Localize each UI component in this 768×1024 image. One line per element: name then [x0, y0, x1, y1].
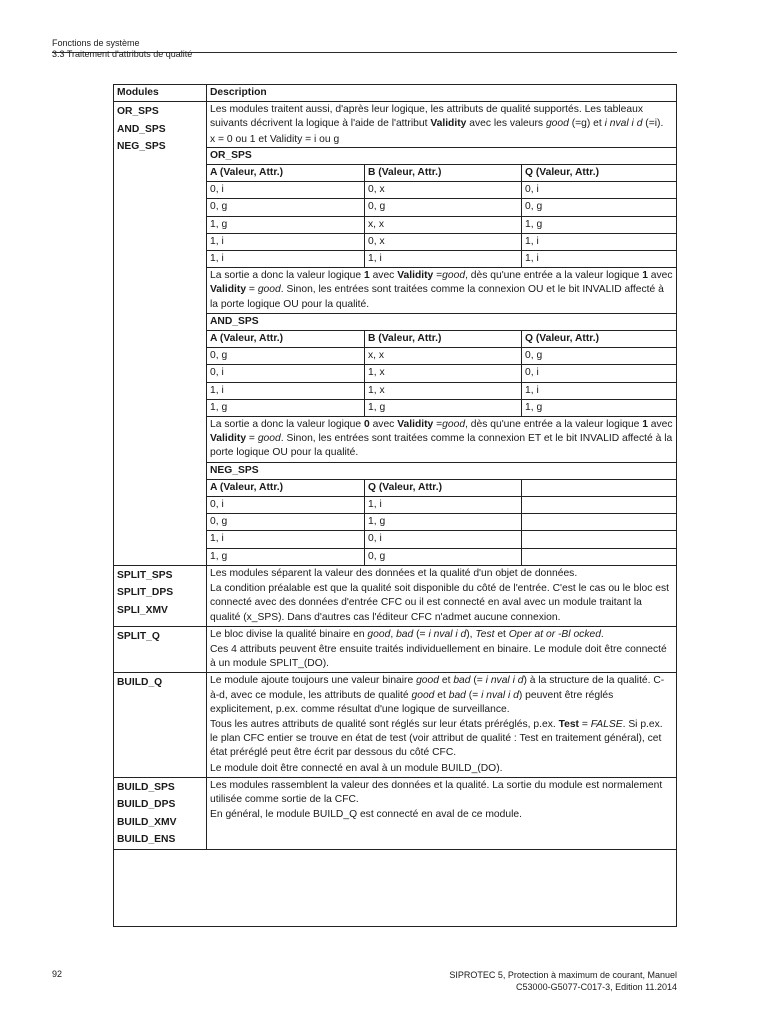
description-paragraph: Tous les autres attributs de qualité sont réglés sur leur états préréglés, p.ex. Test = FALSE. Si p.ex. le plan CFC entier se trouve en état de test (voir attribut de qualité : Test en traitement général), cet état préréglé peut être écrit par dessous du côté CFC.	[210, 718, 663, 759]
module-names	[114, 777, 207, 850]
description-paragraph: Le bloc divise la qualité binaire en good, bad (= i nval i d), Test et Oper at or -Bl ocked.	[210, 628, 604, 640]
table-row: 1, g 1, g 1, g	[207, 399, 676, 416]
table-row-split-q	[114, 626, 677, 673]
intro-definition: x = 0 ou 1 et Validity = i ou g	[210, 133, 340, 145]
table-row: 1, g 0, g	[207, 548, 676, 565]
description-paragraph: Les modules rassemblent la valeur des données et la qualité. La sortie du module est normalement utilisée comme sortie de la CFC.	[210, 779, 663, 805]
module-names	[114, 626, 207, 673]
and-sps-truth-table	[207, 313, 676, 462]
table-row: 0, g x, x 0, g	[207, 348, 676, 365]
table-row: 1, g x, x 1, g	[207, 216, 676, 233]
table-row: 1, i 1, i 1, i	[207, 251, 676, 268]
table-row: 1, i 1, x 1, i	[207, 382, 676, 399]
col-header-a: A (Valeur, Attr.)	[207, 165, 365, 182]
module-description	[207, 565, 677, 626]
module-name: BUILD_ENS	[117, 833, 176, 845]
col-header-modules: Modules	[114, 85, 207, 102]
or-sps-note: La sortie a donc la valeur logique 1 avec Validity =good, dès qu'une entrée a la valeur logique 1 avec Validity = good. Sinon, les entrées sont traitées comme la connexion OU et le bit INVALID affecté à la porte logique OU pour la qualité.	[207, 268, 676, 313]
module-description	[207, 102, 677, 566]
description-paragraph: En général, le module BUILD_Q est connecté en aval de ce module.	[210, 809, 522, 821]
table-row: 0, g 1, g	[207, 514, 676, 531]
module-names	[114, 565, 207, 626]
col-header-empty	[522, 479, 677, 496]
manual-title: SIPROTEC 5, Protection à maximum de courant, Manuel	[449, 970, 677, 980]
module-name: NEG_SPS	[117, 141, 166, 153]
module-name: BUILD_XMV	[117, 816, 177, 828]
table-row-build-modules	[114, 777, 677, 850]
module-name: OR_SPS	[117, 106, 159, 118]
table-row: 1, i 0, i	[207, 531, 676, 548]
table-row: 0, i 1, x 0, i	[207, 365, 676, 382]
module-name: SPLIT_DPS	[117, 587, 174, 599]
table-row-build-q	[114, 673, 677, 777]
or-sps-truth-table	[207, 147, 676, 313]
module-names	[114, 102, 207, 566]
running-header	[52, 38, 192, 60]
module-name: SPLI_XMV	[117, 604, 168, 616]
table-row-logic-modules	[114, 102, 677, 566]
doc-id: C53000-G5077-C017-3, Edition 11.2014	[516, 982, 677, 992]
and-sps-note: La sortie a donc la valeur logique 0 avec Validity =good, dès qu'une entrée a la valeur logique 1 avec Validity = good. Sinon, les entrées sont traitées comme la connexion ET et le bit INVALID affecté à la porte logique OU pour la qualité.	[207, 417, 676, 462]
module-description	[207, 626, 677, 673]
table-row: 0, i 1, i	[207, 497, 676, 514]
description-paragraph: Ces 4 attributs peuvent être ensuite traités individuellement en binaire. Le module doit être connecté à un module SPLIT_(DO).	[210, 643, 667, 670]
col-header-a: A (Valeur, Attr.)	[207, 331, 365, 348]
module-name: SPLIT_SPS	[117, 569, 173, 581]
section-title: 3.3 Traitement d'attributs de qualité	[52, 49, 193, 59]
description-paragraph: La condition préalable est que la qualité soit disponible du côté de l'entrée. C'est le cas ou le bloc est connecté avec des données d'entrée CFC ou il est connecté en aval avec un module traitant la qualité (x_SPS). Dans d'autres cas l'éditeur CFC n'admet aucune connexion.	[210, 583, 670, 623]
table-header-row	[114, 85, 677, 102]
col-header-q: Q (Valeur, Attr.)	[365, 479, 522, 496]
module-names	[114, 673, 207, 777]
module-name: BUILD_DPS	[117, 799, 176, 811]
module-description	[207, 777, 677, 850]
header-rule	[52, 52, 677, 53]
description-paragraph: Le module doit être connecté en aval à un module BUILD_(DO).	[210, 762, 503, 774]
module-description	[207, 673, 677, 777]
col-header-a: A (Valeur, Attr.)	[207, 479, 365, 496]
col-header-q: Q (Valeur, Attr.)	[522, 165, 677, 182]
col-header-q: Q (Valeur, Attr.)	[522, 331, 677, 348]
table-row: 1, i 0, x 1, i	[207, 233, 676, 250]
neg-sps-truth-table	[207, 462, 676, 565]
description-paragraph: Le module ajoute toujours une valeur binaire good et bad (= i nval i d) à la structure de la qualité. C-à-d, avec ce module, les attributs de qualité good et bad (= i nval i d) peuvent être réglés explicitement, p.ex. comme résultat d'une logique de surveillance.	[210, 675, 665, 715]
module-name: BUILD_SPS	[117, 781, 175, 793]
modules-table	[113, 84, 677, 850]
footer-info	[449, 969, 677, 993]
and-sps-title: AND_SPS	[207, 313, 676, 330]
module-name: AND_SPS	[117, 123, 166, 135]
description-paragraph: Les modules séparent la valeur des données et la qualité d'un objet de données.	[210, 567, 578, 579]
neg-sps-title: NEG_SPS	[207, 462, 676, 479]
module-name: SPLIT_Q	[117, 630, 160, 642]
col-header-description: Description	[207, 85, 677, 102]
table-row: 0, g 0, g 0, g	[207, 199, 676, 216]
or-sps-title: OR_SPS	[207, 147, 676, 164]
col-header-b: B (Valeur, Attr.)	[365, 331, 522, 348]
table-row-split-modules	[114, 565, 677, 626]
module-name: BUILD_Q	[117, 677, 163, 689]
col-header-b: B (Valeur, Attr.)	[365, 165, 522, 182]
chapter-title: Fonctions de système	[52, 38, 140, 48]
intro-paragraph: Les modules traitent aussi, d'après leur logique, les attributs de qualité supportés. Les tableaux suivants décrivent la logique à l'aide de l'attribut Validity avec les valeurs good (=g) et i nval i d (=i).	[210, 104, 664, 130]
table-row: 0, i 0, x 0, i	[207, 182, 676, 199]
page-number: 92	[52, 969, 63, 979]
